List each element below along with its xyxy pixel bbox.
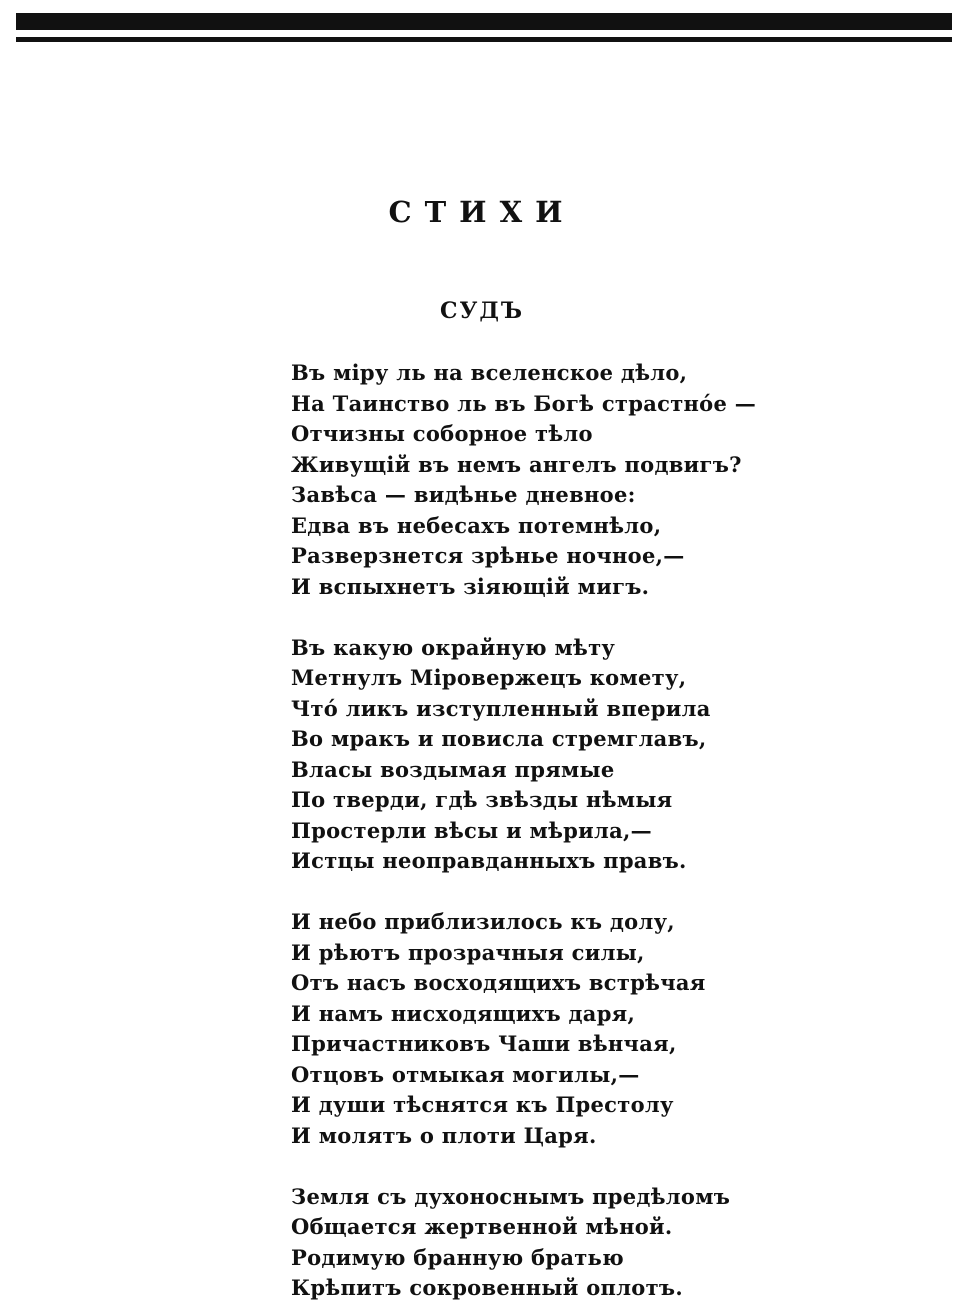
poem-line: Разверзнется зрѣнье ночное,— — [291, 543, 685, 568]
poem-line: Во мракъ и повисла стремглавъ, — [291, 726, 707, 751]
stanza-4 — [291, 1182, 891, 1304]
header-rule-thick — [16, 13, 952, 30]
poem-line: Живущій въ немъ ангелъ подвигъ? — [291, 451, 742, 477]
poem-line: Въ міру ль на вселенское дѣло, — [291, 360, 688, 385]
poem-line: И души тѣснятся къ Престолу — [291, 1092, 674, 1117]
poem-line: Едва въ небесахъ потемнѣло, — [291, 512, 662, 538]
poem-line: И рѣютъ прозрачныя силы, — [291, 939, 645, 965]
poem-line: Земля съ духоноснымъ предѣломъ — [291, 1183, 731, 1209]
stanza-2 — [291, 633, 891, 877]
poem-line: Причастниковъ Чаши вѣнчая, — [291, 1031, 677, 1056]
poem-body — [291, 358, 891, 1304]
stanza-1 — [291, 358, 891, 602]
poem-line: Отцовъ отмыкая могилы,— — [291, 1061, 640, 1087]
poem-line: Родимую бранную братью — [291, 1244, 624, 1270]
poem-line: Истцы неоправданныхъ правъ. — [291, 848, 687, 873]
poem-line: Общается жертвенной мѣной. — [291, 1214, 673, 1239]
poem-line: Простерли вѣсы и мѣрила,— — [291, 817, 652, 843]
poem-line: И вспыхнетъ зіяющій мигъ. — [291, 573, 650, 599]
poem-line: Въ какую окрайную мѣту — [291, 634, 616, 660]
poem-title: СУДЪ — [440, 298, 524, 324]
poem-line: Метнулъ Міровержецъ комету, — [291, 665, 687, 690]
poem-line: На Таинство ль въ Богѣ страстнóе — — [291, 390, 757, 416]
poem-line: Власы воздымая прямые — [291, 756, 615, 782]
poem-line: И небо приблизилось къ долу, — [291, 909, 675, 934]
stanza-3 — [291, 907, 891, 1151]
poem-line: И молятъ о плоти Царя. — [291, 1122, 597, 1148]
section-title: СТИХИ — [388, 195, 576, 229]
poem-line: Отчизны соборное тѣло — [291, 421, 593, 446]
poem-line: По тверди, гдѣ звѣзды нѣмыя — [291, 787, 673, 812]
header-rule-thin — [16, 37, 952, 42]
poem-line: Чтó ликъ изступленный вперила — [291, 695, 711, 721]
poem-line: Завѣса — видѣнье дневное: — [291, 482, 636, 507]
poem-line: И намъ нисходящихъ даря, — [291, 1000, 636, 1026]
poem-line: Отъ насъ восходящихъ встрѣчая — [291, 970, 706, 995]
poem-line: Крѣпитъ сокровенный оплотъ. — [291, 1275, 683, 1300]
